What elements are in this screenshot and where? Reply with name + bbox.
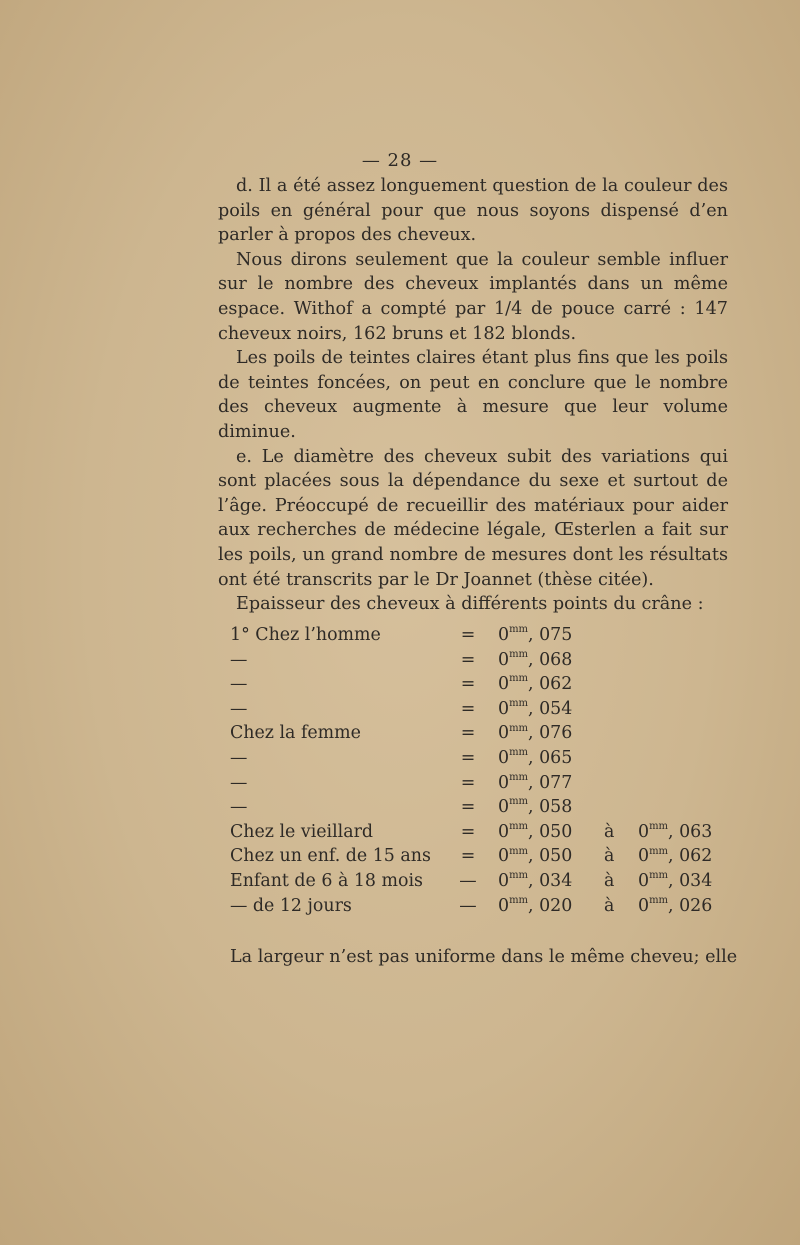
unit-label: mm xyxy=(509,697,529,709)
row-range-to: à xyxy=(604,821,615,842)
unit-label: mm xyxy=(509,673,529,685)
paragraph-thickness-intro: Epaisseur des cheveux à différents points du crâne : xyxy=(236,594,704,615)
page-number: — 28 — xyxy=(361,150,439,171)
unit-label: mm xyxy=(509,771,529,783)
row-value: $0^{mm}$, 050 xyxy=(498,820,573,842)
row-value: $0^{mm}$, 050 xyxy=(498,845,573,867)
row-label: Enfant de 6 à 18 mois xyxy=(230,870,423,891)
row-label: Chez un enf. de 15 ans xyxy=(230,846,431,867)
row-value: $0^{mm}$, 020 xyxy=(498,894,573,916)
row-value-max: $0^{mm}$, 034 xyxy=(638,870,713,891)
row-value: $0^{mm}$, 075 xyxy=(498,624,573,645)
unit-label: mm xyxy=(509,870,529,882)
value-digits: 063 xyxy=(679,821,713,842)
unit-label: mm xyxy=(509,624,529,636)
row-sign: = xyxy=(460,723,476,744)
row-label: — xyxy=(230,747,248,768)
value-digits: 062 xyxy=(539,674,573,695)
unit-label: mm xyxy=(509,747,529,759)
value-digits: 050 xyxy=(539,821,573,842)
row-sign: = xyxy=(460,698,476,719)
value-digits: 034 xyxy=(679,870,713,891)
row-value-max: $0^{mm}$, 063 xyxy=(638,820,713,842)
row-sign: = xyxy=(460,821,476,842)
row-range-to: à xyxy=(604,870,615,891)
value-digits: 034 xyxy=(539,870,573,891)
unit-label: mm xyxy=(509,722,529,734)
row-sign: — xyxy=(459,895,477,916)
unit-label: mm xyxy=(649,894,669,906)
unit-label: mm xyxy=(509,845,529,857)
row-value: $0^{mm}$, 058 xyxy=(498,796,573,818)
row-sign: = xyxy=(460,649,476,670)
row-label: Chez le vieillard xyxy=(230,821,374,842)
row-value: $0^{mm}$, 034 xyxy=(498,870,573,891)
row-value: $0^{mm}$, 076 xyxy=(498,722,573,744)
value-digits: 075 xyxy=(539,625,573,645)
unit-label: mm xyxy=(509,894,529,906)
unit-label: mm xyxy=(649,870,669,882)
value-digits: 076 xyxy=(539,723,573,744)
unit-label: mm xyxy=(509,648,529,660)
value-digits: 050 xyxy=(539,846,573,867)
row-value: $0^{mm}$, 054 xyxy=(498,697,573,719)
row-label: Chez la femme xyxy=(230,723,361,744)
closing-line: La largeur n’est pas uniforme dans le même cheveu; elle xyxy=(230,947,738,967)
row-value-max: $0^{mm}$, 026 xyxy=(638,894,713,916)
row-range-to: à xyxy=(604,846,615,867)
row-value: $0^{mm}$, 065 xyxy=(498,747,573,768)
value-digits: 020 xyxy=(539,895,573,916)
row-label: 1° Chez l’homme xyxy=(230,625,381,645)
unit-label: mm xyxy=(649,845,669,857)
row-range-to: à xyxy=(604,895,615,916)
row-sign: = xyxy=(460,772,476,793)
unit-label: mm xyxy=(649,820,669,832)
body-text xyxy=(218,174,728,617)
row-sign: = xyxy=(460,846,476,867)
paragraph-light-hair: Les poils de teintes claires étant plus fins que les poils de teintes foncées, on peut en conclure que le nombre des cheveux augmente à mesure que leur volume diminue. xyxy=(218,348,728,442)
row-value: $0^{mm}$, 077 xyxy=(498,771,573,793)
row-label: — xyxy=(230,797,248,818)
row-label: — xyxy=(230,698,248,719)
row-sign: = xyxy=(460,674,476,695)
value-digits: 062 xyxy=(679,846,713,867)
value-digits: 058 xyxy=(539,797,573,818)
paragraph-d: d. Il a été assez longuement question de la couleur des poils en général pour que nous soyons dispensé d’en parler à propos des cheveux. xyxy=(218,176,728,246)
paragraph-e: e. Le diamètre des cheveux subit des variations qui sont placées sous la dépendance du sexe et surtout de l’âge. Préoccupé de recueillir des matériaux pour aider aux recherches de médecine légale, Œsterlen a fait sur les poils, un grand nombre de mesures dont les résultats ont été transcrits par le Dr Joannet (thèse citée). xyxy=(218,446,728,590)
row-value: $0^{mm}$, 068 xyxy=(498,648,573,670)
unit-label: mm xyxy=(509,796,529,808)
value-digits: 077 xyxy=(539,772,573,793)
value-digits: 054 xyxy=(539,698,573,719)
unit-label: mm xyxy=(509,820,529,832)
value-digits: 026 xyxy=(679,895,713,916)
value-digits: 068 xyxy=(539,649,573,670)
row-value-max: $0^{mm}$, 062 xyxy=(638,845,713,867)
row-label: — de 12 jours xyxy=(230,895,352,916)
row-value: $0^{mm}$, 062 xyxy=(498,673,573,695)
value-digits: 065 xyxy=(539,747,573,768)
row-sign: = xyxy=(460,747,476,768)
row-label: — xyxy=(230,649,248,670)
row-label: — xyxy=(230,674,248,695)
row-sign: = xyxy=(460,797,476,818)
row-sign: — xyxy=(459,870,477,891)
paragraph-color: Nous dirons seulement que la couleur semble influer sur le nombre des cheveux implantés dans un même espace. Withof a compté par 1/4 de pouce carré : 147 cheveux noirs, 162 bruns et 182 blonds. xyxy=(218,249,728,344)
row-label: — xyxy=(230,772,248,793)
row-sign: = xyxy=(460,625,476,645)
